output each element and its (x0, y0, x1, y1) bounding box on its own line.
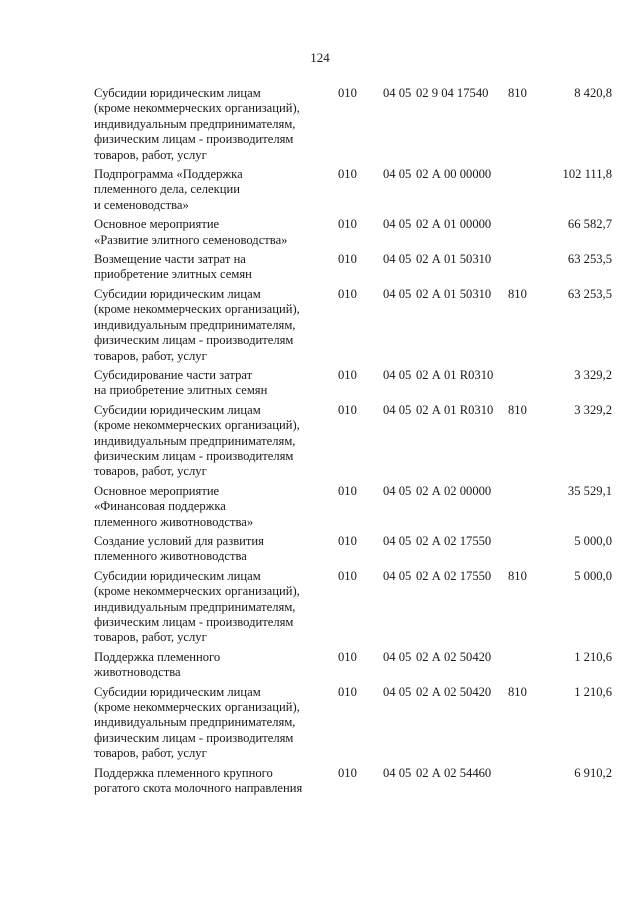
row-name: Возмещение части затрат на приобретение элитных семян (94, 252, 252, 282)
section-code: 04 05 (383, 252, 412, 267)
admin-code: 010 (338, 402, 357, 417)
amount: 35 529,1 (567, 483, 612, 498)
program-code: 02 А 01 50310 (416, 286, 492, 301)
amount: 102 111,8 (562, 167, 612, 182)
table-row (94, 534, 614, 565)
amount: 6 910,2 (574, 765, 612, 780)
row-name: Субсидии юридическим лицам (кроме некоммерческих организаций), индивидуальным предпринимателям, физическим лицам - производителям товаров, работ, услуг (94, 684, 300, 761)
expense-type-code: 810 (508, 568, 527, 583)
program-code: 02 А 01 00000 (416, 217, 492, 232)
table-row (94, 685, 614, 762)
program-code: 02 А 02 54460 (416, 765, 492, 780)
expense-type-code: 810 (508, 684, 527, 699)
amount: 66 582,7 (567, 217, 612, 232)
amount: 3 329,2 (574, 367, 612, 382)
admin-code: 010 (338, 286, 357, 301)
row-name: Поддержка племенного крупного рогатого скота молочного направления (94, 765, 303, 796)
amount: 5 000,0 (574, 533, 612, 548)
section-code: 04 05 (383, 649, 412, 664)
table-row (94, 167, 614, 213)
admin-code: 010 (338, 167, 357, 182)
row-name: Субсидии юридическим лицам (кроме некоммерческих организаций), индивидуальным предпринимателям, физическим лицам - производителям товаров, работ, услуг (94, 286, 300, 363)
table-row (94, 86, 614, 163)
admin-code: 010 (338, 568, 357, 583)
row-name: Создание условий для развития племенного животноводства (94, 533, 264, 564)
section-code: 04 05 (383, 568, 412, 583)
amount: 1 210,6 (574, 684, 612, 699)
amount: 1 210,6 (574, 649, 612, 664)
budget-table (94, 86, 614, 800)
admin-code: 010 (338, 367, 357, 382)
program-code: 02 А 01 50310 (416, 252, 492, 267)
section-code: 04 05 (383, 684, 412, 699)
admin-code: 010 (338, 533, 357, 548)
table-row (94, 766, 614, 797)
table-row (94, 484, 614, 530)
program-code: 02 А 01 R0310 (416, 402, 494, 417)
admin-code: 010 (338, 217, 357, 232)
amount: 8 420,8 (574, 86, 612, 100)
row-name: Подпрограмма «Поддержка племенного дела, селекции и семеноводства» (94, 167, 243, 212)
row-name: Субсидирование части затрат на приобретение элитных семян (94, 367, 268, 398)
table-row (94, 368, 614, 399)
expense-type-code: 810 (508, 86, 527, 100)
table-row (94, 569, 614, 646)
section-code: 04 05 (383, 217, 412, 232)
section-code: 04 05 (383, 402, 412, 417)
program-code: 02 А 02 17550 (416, 568, 492, 583)
section-code: 04 05 (383, 167, 412, 182)
section-code: 04 05 (383, 286, 412, 301)
table-row (94, 403, 614, 480)
amount: 63 253,5 (567, 252, 612, 267)
section-code: 04 05 (383, 765, 412, 780)
program-code: 02 А 01 R0310 (416, 367, 494, 382)
admin-code: 010 (338, 649, 357, 664)
section-code: 04 05 (383, 86, 412, 100)
amount: 63 253,5 (567, 286, 612, 301)
program-code: 02 А 02 17550 (416, 533, 492, 548)
row-name: Субсидии юридическим лицам (кроме некоммерческих организаций), индивидуальным предпринимателям, физическим лицам - производителям товаров, работ, услуг (94, 86, 300, 162)
admin-code: 010 (338, 765, 357, 780)
program-code: 02 А 02 50420 (416, 649, 492, 664)
admin-code: 010 (338, 86, 357, 100)
row-name: Основное мероприятие «Финансовая поддержка племенного животноводства» (94, 483, 254, 529)
program-code: 02 А 02 50420 (416, 684, 492, 699)
page-number: 124 (310, 50, 330, 65)
table-row (94, 217, 614, 248)
table-row (94, 650, 614, 681)
expense-type-code: 810 (508, 402, 527, 417)
amount: 3 329,2 (574, 402, 612, 417)
row-name: Субсидии юридическим лицам (кроме некоммерческих организаций), индивидуальным предпринимателям, физическим лицам - производителям товаров, работ, услуг (94, 568, 300, 645)
section-code: 04 05 (383, 367, 412, 382)
table-row (94, 252, 614, 283)
table-row (94, 287, 614, 364)
amount: 5 000,0 (574, 568, 612, 583)
section-code: 04 05 (383, 533, 412, 548)
program-code: 02 А 00 00000 (416, 167, 492, 182)
admin-code: 010 (338, 252, 357, 267)
program-code: 02 9 04 17540 (416, 86, 489, 100)
row-name: Основное мероприятие «Развитие элитного семеноводства» (94, 217, 288, 247)
expense-type-code: 810 (508, 286, 527, 301)
admin-code: 010 (338, 684, 357, 699)
admin-code: 010 (338, 483, 357, 498)
row-name: Субсидии юридическим лицам (кроме некоммерческих организаций), индивидуальным предпринимателям, физическим лицам - производителям товаров, работ, услуг (94, 402, 300, 479)
program-code: 02 А 02 00000 (416, 483, 492, 498)
section-code: 04 05 (383, 483, 412, 498)
row-name: Поддержка племенного животноводства (94, 649, 221, 680)
